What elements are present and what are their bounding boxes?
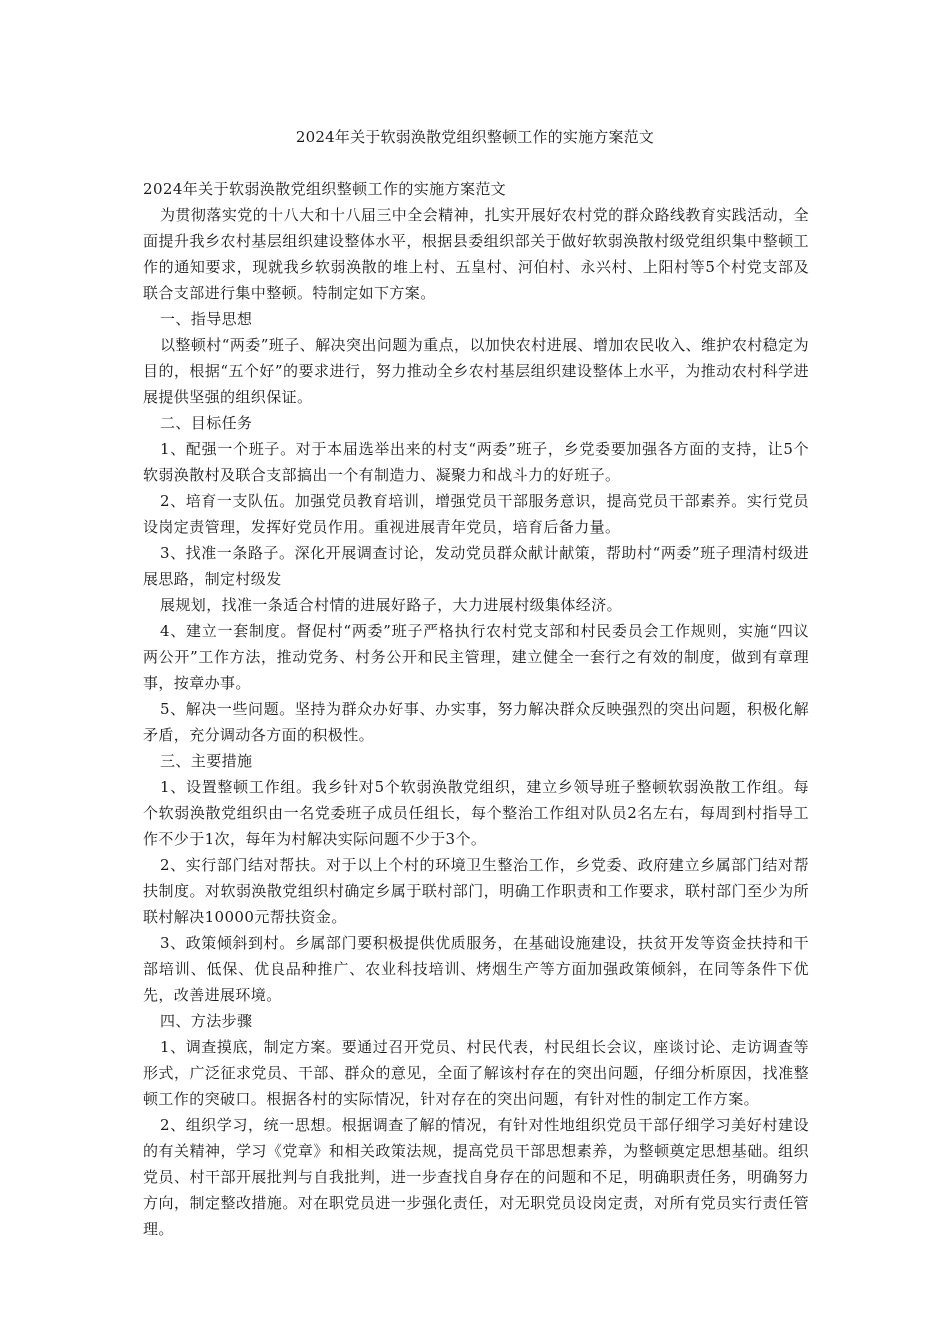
body-paragraph: 一、指导思想 [160, 310, 253, 328]
body-paragraph: 2、组织学习，统一思想。根据调查了解的情况，有针对性地组织党员干部仔细学习美好村建设的有关精神，学习《党章》和相关政策法规，提高党员干部思想素养，为整顿奠定思想基础。组织党员、村干部开展批判与自我批判，进一步查找自身存在的问题和不足，明确职责任务，明确努力方向，制定整改措施。对在职党员进一步强化责任，对无职党员设岗定责，对所有党员实行责任管理。 [143, 1116, 809, 1238]
body-paragraph: 展规划，找准一条适合村情的进展好路子，大力进展村级集体经济。 [160, 596, 623, 614]
body-paragraph: 1、配强一个班子。对于本届选举出来的村支“两委”班子，乡党委要加强各方面的支持，让5个软弱涣散村及联合支部搞出一个有制造力、凝聚力和战斗力的好班子。 [143, 440, 809, 484]
document-subtitle: 2024年关于软弱涣散党组织整顿工作的实施方案范文 [143, 180, 507, 198]
body-paragraph: 为贯彻落实党的十八大和十八届三中全会精神，扎实开展好农村党的群众路线教育实践活动，全面提升我乡农村基层组织建设整体水平，根据县委组织部关于做好软弱涣散村级党组织集中整顿工作的通知要求，现就我乡软弱涣散的堆上村、五皇村、河伯村、永兴村、上阳村等5个村党支部及联合支部进行集中整顿。特制定如下方案。 [143, 206, 809, 302]
body-paragraph: 三、主要措施 [160, 752, 253, 770]
body-paragraph: 5、解决一些问题。坚持为群众办好事、办实事，努力解决群众反映强烈的突出问题，积极化解矛盾，充分调动各方面的积极性。 [143, 700, 809, 744]
body-paragraph: 1、设置整顿工作组。我乡针对5个软弱涣散党组织，建立乡领导班子整顿软弱涣散工作组。每个软弱涣散党组织由一名党委班子成员任组长，每个整治工作组对队员2名左右，每周到村指导工作不少于1次，每年为村解决实际问题不少于3个。 [143, 778, 809, 848]
document-body [143, 176, 809, 1242]
body-paragraph: 四、方法步骤 [160, 1012, 253, 1030]
body-paragraph: 二、目标任务 [160, 414, 253, 432]
body-paragraph: 2、培育一支队伍。加强党员教育培训，增强党员干部服务意识，提高党员干部素养。实行党员设岗定责管理，发挥好党员作用。重视进展青年党员，培育后备力量。 [143, 492, 809, 536]
body-paragraph: 3、找准一条路子。深化开展调查讨论，发动党员群众献计献策，帮助村“两委”班子理清村级进展思路，制定村级发 [143, 544, 809, 588]
body-paragraph: 1、调查摸底，制定方案。要通过召开党员、村民代表，村民组长会议，座谈讨论、走访调查等形式，广泛征求党员、干部、群众的意见，全面了解该村存在的突出问题，仔细分析原因，找准整顿工作的突破口。根据各村的实际情况，针对存在的突出问题，有针对性的制定工作方案。 [143, 1038, 809, 1108]
body-paragraph: 4、建立一套制度。督促村“两委”班子严格执行农村党支部和村民委员会工作规则，实施“四议两公开”工作方法，推动党务、村务公开和民主管理，建立健全一套行之有效的制度，做到有章理事，按章办事。 [143, 622, 809, 692]
body-paragraph: 以整顿村“两委”班子、解决突出问题为重点，以加快农村进展、增加农民收入、维护农村稳定为目的，根据“五个好”的要求进行，努力推动全乡农村基层组织建设整体上水平，为推动农村科学进展提供坚强的组织保证。 [143, 336, 809, 406]
body-paragraph: 3、政策倾斜到村。乡属部门要积极提供优质服务，在基础设施建设，扶贫开发等资金扶持和干部培训、低保、优良品种推广、农业科技培训、烤烟生产等方面加强政策倾斜，在同等条件下优先，改善进展环境。 [143, 934, 809, 1004]
body-paragraph: 2、实行部门结对帮扶。对于以上个村的环境卫生整治工作，乡党委、政府建立乡属部门结对帮扶制度。对软弱涣散党组织村确定乡属于联村部门，明确工作职责和工作要求，联村部门至少为所联村解决10000元帮扶资金。 [143, 856, 809, 926]
document-title: 2024年关于软弱涣散党组织整顿工作的实施方案范文 [295, 128, 655, 146]
